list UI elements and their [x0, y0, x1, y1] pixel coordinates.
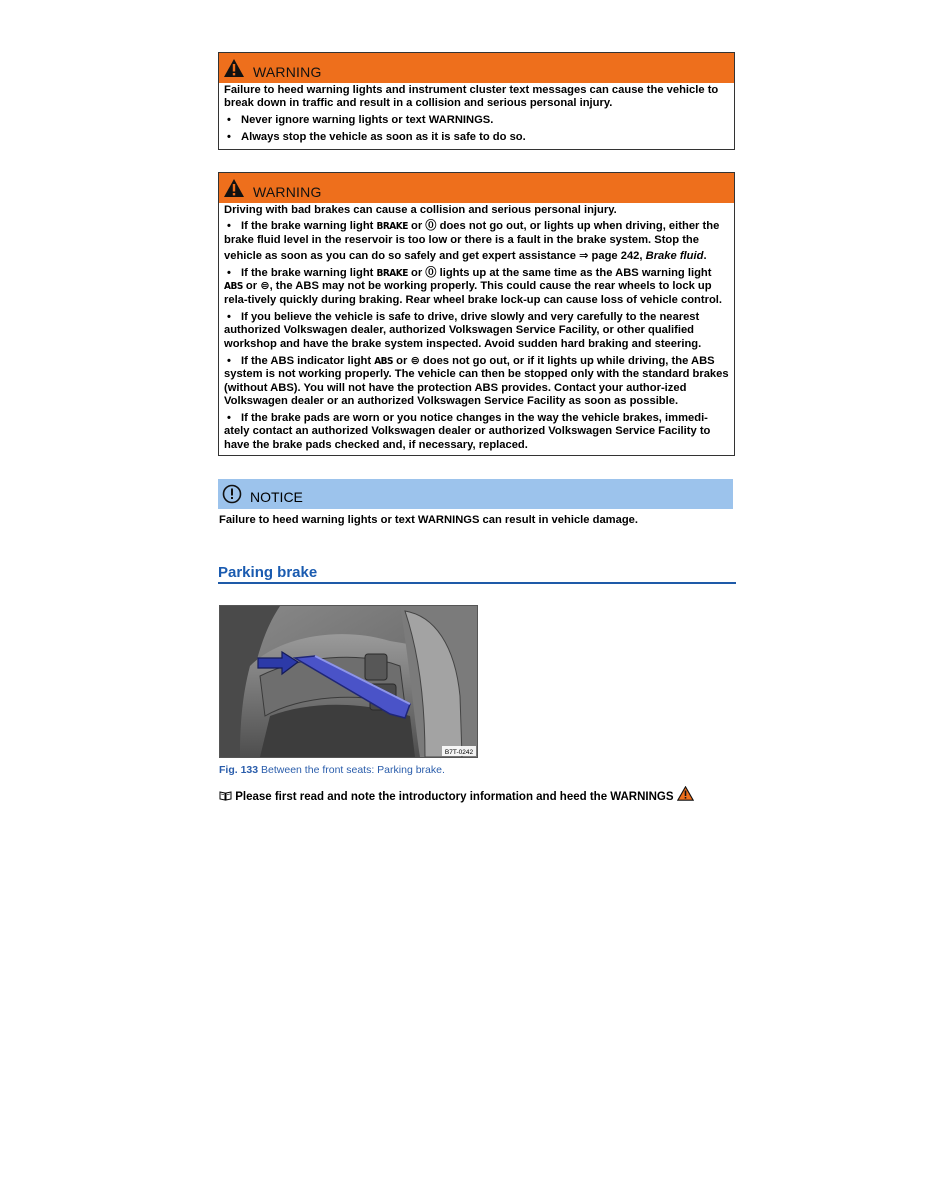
warning-body — [219, 83, 734, 151]
warning-continuation: vehicle as soon as you can do so safely and get expert assistance ⇒ page 242, Brake fluid. — [224, 249, 707, 262]
warning-triangle-small-icon — [677, 786, 694, 801]
warning-box-1 — [218, 52, 735, 150]
figure-image — [219, 605, 478, 758]
notice-text: Failure to heed warning lights or text WARNINGS can result in vehicle damage. — [219, 514, 638, 526]
abs-symbol: ABS — [374, 355, 394, 367]
warning-bullet-brake-light: • If the brake warning light BRAKE or ⓪ does not go out, or lights up when driving, either the brake fluid level in the reservoir is too low or there is a fault in the brake system. Stop the — [224, 220, 729, 247]
warning-bullet: • Always stop the vehicle as soon as it is safe to do so. — [224, 131, 729, 144]
intro-text: Please first read and note the introductory information and heed the WARNINGS — [235, 791, 674, 803]
notice-exclamation-icon — [222, 484, 242, 504]
warning-bullet-abs: • If the brake warning light BRAKE or ⓪ lights up at the same time as the ABS warning light ABS or ⊜, the ABS may not be working properly. This could cause the rear wheels to lock up rela-tively quickly during braking. Rear wheel brake lock-up can cause loss of vehicle control. — [224, 267, 729, 307]
figure-code: B7T-0242 — [444, 749, 474, 756]
warning-bullet: • Never ignore warning lights or text WARNINGS. — [224, 114, 729, 127]
abs-circle-icon: ⊜ — [260, 280, 270, 293]
warning-label: WARNING — [253, 64, 322, 80]
brake-symbol: BRAKE — [376, 221, 408, 233]
book-icon — [219, 791, 232, 801]
warning-header — [219, 173, 734, 203]
warning-triangle-icon — [223, 178, 245, 198]
warning-triangle-icon — [223, 58, 245, 78]
intro-line — [219, 786, 694, 803]
section-title: Parking brake — [218, 564, 736, 584]
abs-circle-icon: ⊜ — [410, 354, 420, 367]
warning-bullet-brake-pads: • If the brake pads are worn or you notice changes in the way the vehicle brakes, immedi-ately contact an authorized Volkswagen dealer or authorized Volkswagen Service Facility to have the brake pads checked and, if necessary, replaced. — [224, 412, 729, 452]
abs-symbol: ABS — [224, 281, 243, 293]
figure-caption — [219, 764, 445, 776]
warning-box-2 — [218, 172, 735, 456]
brake-circle-icon: ⓪ — [425, 220, 437, 233]
brake-fluid-link[interactable]: Brake fluid — [645, 249, 704, 262]
warning-intro: Driving with bad brakes can cause a collision and serious personal injury. — [224, 204, 617, 216]
warning-bullet-abs-indicator: • If the ABS indicator light ABS or ⊜ does not go out, or if it lights up while driving, the ABS system is not working properly. The vehicle can then be stopped only with the standard brakes (without ABS). You will not have the protection ABS provides. Contact your author-ized Volkswagen dealer or an authorized Volkswagen Service Facility as soon as possible. — [224, 355, 729, 408]
warning-intro: Failure to heed warning lights and instrument cluster text messages can cause the vehicle to break down in traffic and result in a collision and serious personal injury. — [224, 84, 719, 110]
parking-brake-illustration — [220, 606, 477, 757]
warning-bullet-drive-slowly: • If you believe the vehicle is safe to drive, drive slowly and very carefully to the nearest authorized Volkswagen dealer, authorized Volkswagen Service Facility, or other qualified workshop and have the brake system inspected. Avoid sudden hard braking and steering. — [224, 311, 729, 351]
warning-label: WARNING — [253, 184, 322, 200]
warning-body — [219, 203, 734, 455]
brake-symbol: BRAKE — [376, 268, 408, 280]
figure-caption-text: Between the front seats: Parking brake. — [258, 764, 445, 776]
notice-label: NOTICE — [250, 489, 303, 505]
warning-header — [219, 53, 734, 83]
notice-header — [218, 479, 733, 509]
figure-number: Fig. 133 — [219, 764, 259, 776]
brake-circle-icon: ⓪ — [425, 267, 437, 280]
